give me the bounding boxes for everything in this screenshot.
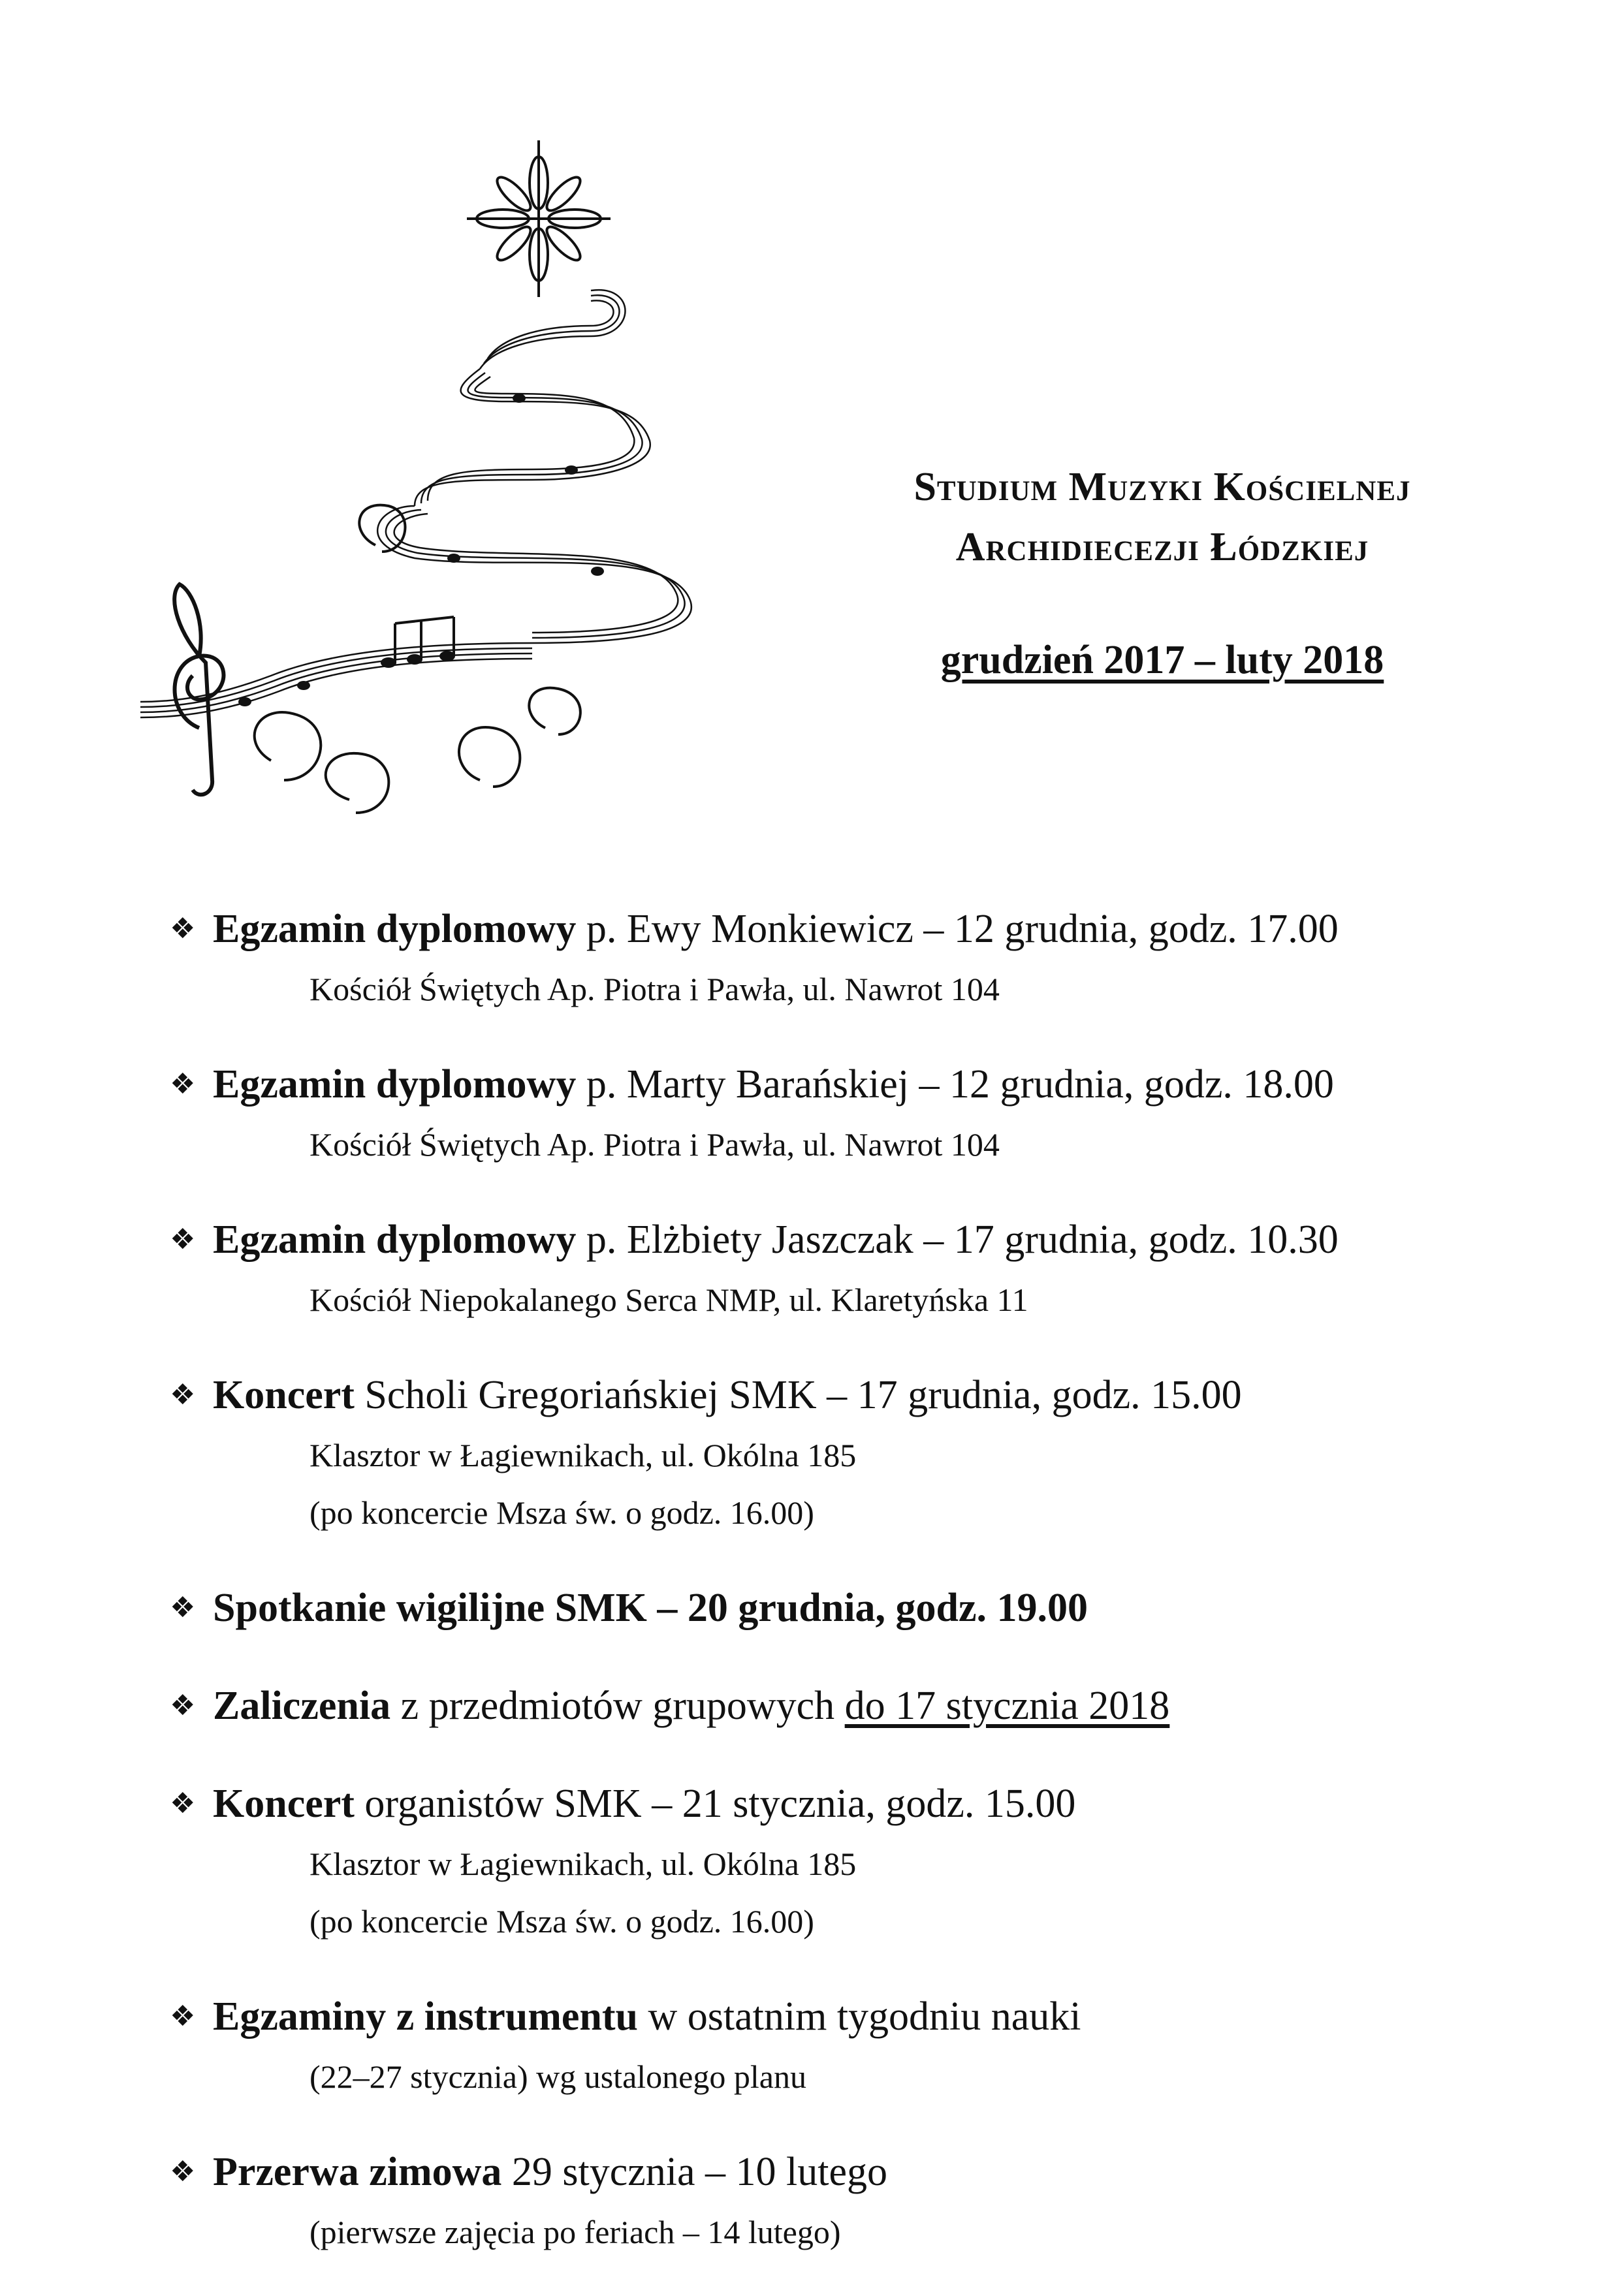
event-main-line — [170, 1053, 1476, 1116]
event-name: Egzamin dyplomowy — [213, 1218, 577, 1262]
event-name: Egzamin dyplomowy — [213, 907, 577, 951]
event-name: Egzamin dyplomowy — [213, 1062, 577, 1107]
event-details: organistów SMK – 21 stycznia, godz. 15.00 — [354, 1782, 1076, 1826]
diamond-bullet-icon: ❖ — [170, 1067, 196, 1101]
event-main-line — [170, 1208, 1476, 1271]
event-name: Egzaminy z instrumentu — [213, 1994, 638, 2039]
event-details: z przedmiotów grupowych — [390, 1684, 845, 1728]
event-location-line: (po koncercie Msza św. o godz. 16.00) — [310, 1494, 814, 1531]
event-main-line — [170, 1772, 1476, 1835]
event-details: p. Ewy Monkiewicz – 12 grudnia, godz. 17.00 — [576, 907, 1339, 951]
event-main-line — [170, 1364, 1476, 1426]
events-list — [170, 898, 1476, 2296]
event-name: Zaliczenia — [213, 1684, 391, 1728]
diamond-bullet-icon: ❖ — [170, 1378, 196, 1411]
diamond-bullet-icon: ❖ — [170, 2000, 196, 2033]
diamond-bullet-icon: ❖ — [170, 1223, 196, 1256]
event-details: w ostatnim tygodniu nauki — [638, 1994, 1081, 2039]
event-item — [170, 2141, 1476, 2261]
event-item — [170, 1675, 1476, 1737]
event-location-line: Kościół Świętych Ap. Piotra i Pawła, ul. Nawrot 104 — [310, 971, 1000, 1007]
event-item — [170, 1208, 1476, 1329]
document-heading — [770, 457, 1554, 684]
event-name: Przerwa zimowa — [213, 2150, 502, 2194]
event-item — [170, 898, 1476, 1018]
event-location-line: Kościół Niepokalanego Serca NMP, ul. Klaretyńska 11 — [310, 1282, 1028, 1318]
event-deadline: do 17 stycznia 2018 — [844, 1684, 1170, 1728]
diamond-bullet-icon: ❖ — [170, 1591, 196, 1624]
event-item — [170, 1577, 1476, 1639]
event-main-line — [170, 1985, 1476, 2048]
diamond-bullet-icon: ❖ — [170, 1689, 196, 1722]
title-line-1: Studium Muzyki Kościelnej — [913, 465, 1411, 509]
musical-christmas-tree-icon — [140, 140, 767, 832]
event-location-line: Klasztor w Łagiewnikach, ul. Okólna 185 — [310, 1437, 857, 1473]
event-main-line — [170, 898, 1476, 960]
event-location-line: (po koncercie Msza św. o godz. 16.00) — [310, 1903, 814, 1940]
event-details: p. Marty Barańskiej – 12 grudnia, godz. 18.00 — [576, 1062, 1334, 1107]
event-main-line — [170, 2141, 1476, 2203]
event-item — [170, 1772, 1476, 1950]
event-main-line — [170, 1577, 1476, 1639]
title-line-2: Archidiecezji Łódzkiej — [955, 525, 1369, 569]
event-name: Koncert — [213, 1373, 355, 1417]
diamond-bullet-icon: ❖ — [170, 1787, 196, 1820]
musical-christmas-tree-illustration — [140, 140, 767, 832]
event-details: p. Elżbiety Jaszczak – 17 grudnia, godz. 10.30 — [576, 1218, 1339, 1262]
event-location-line: Klasztor w Łagiewnikach, ul. Okólna 185 — [310, 1846, 857, 1882]
event-location-line: (22–27 stycznia) wg ustalonego planu — [310, 2058, 806, 2095]
diamond-bullet-icon: ❖ — [170, 912, 196, 945]
event-main-line — [170, 1675, 1476, 1737]
event-location-line: (pierwsze zajęcia po feriach – 14 lutego) — [310, 2214, 841, 2250]
period-heading: grudzień 2017 – luty 2018 — [940, 638, 1384, 682]
event-location-line: Kościół Świętych Ap. Piotra i Pawła, ul. Nawrot 104 — [310, 1126, 1000, 1163]
event-item — [170, 1364, 1476, 1541]
event-details: Scholi Gregoriańskiej SMK – 17 grudnia, godz. 15.00 — [354, 1373, 1242, 1417]
event-item — [170, 1053, 1476, 1173]
event-name: Koncert — [213, 1782, 355, 1826]
event-details: 29 stycznia – 10 lutego — [501, 2150, 887, 2194]
event-name: Spotkanie wigilijne SMK – 20 grudnia, godz. 19.00 — [213, 1586, 1088, 1630]
event-item — [170, 1985, 1476, 2105]
diamond-bullet-icon: ❖ — [170, 2155, 196, 2188]
